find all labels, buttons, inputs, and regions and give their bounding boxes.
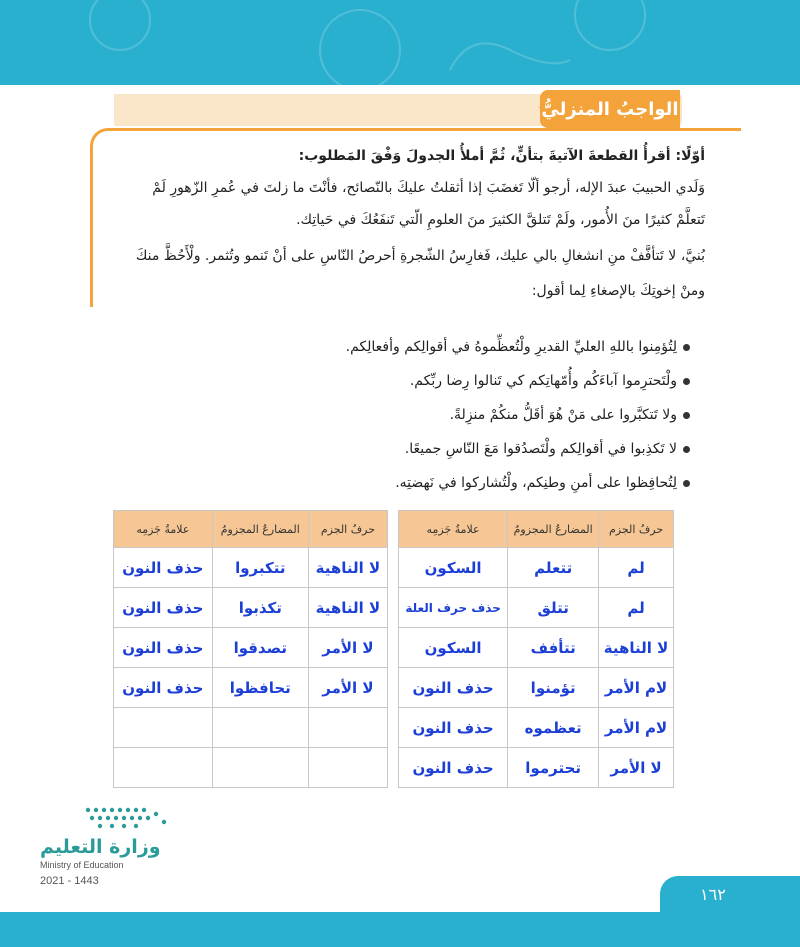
cell[interactable]: لا الأمر xyxy=(308,668,387,708)
ministry-logo xyxy=(40,800,190,890)
list-item: لِتُؤمِنوا باللهِ العليِّ القديرِ ولْتُعظِّموهُ في أقوالِكم وأفعالِكم. xyxy=(346,330,690,364)
table-row xyxy=(399,708,674,748)
cell[interactable] xyxy=(212,748,308,788)
table-header-row xyxy=(114,511,388,548)
bullet-icon xyxy=(683,378,690,385)
cell[interactable]: لا الأمر xyxy=(599,748,674,788)
bullet-icon xyxy=(683,480,690,487)
cell[interactable]: تتكبروا xyxy=(212,548,308,588)
cell[interactable]: لا الأمر xyxy=(308,628,387,668)
list-item: لا تَكذِبوا في أقوالِكم ولْتَصدُقوا مَعَ النّاسِ جميعًا. xyxy=(346,432,690,466)
banner-pattern xyxy=(0,0,800,85)
cell[interactable] xyxy=(212,708,308,748)
cell[interactable]: السكون xyxy=(399,548,508,588)
cell[interactable]: حذف النون xyxy=(114,628,213,668)
table-row xyxy=(114,748,388,788)
cell[interactable]: حذف النون xyxy=(114,668,213,708)
cell[interactable]: لا الناهية xyxy=(308,588,387,628)
cell[interactable] xyxy=(114,748,213,788)
answer-table-left xyxy=(113,510,388,788)
cell[interactable] xyxy=(114,708,213,748)
cell[interactable]: حذف النون xyxy=(114,548,213,588)
list-item: ولا تَتكبَّروا على مَنْ هُوَ أقَلُّ منكُمْ منزِلةً. xyxy=(346,398,690,432)
page-number: ١٦٢ xyxy=(660,876,800,912)
cell[interactable]: لا الناهية xyxy=(308,548,387,588)
edition-year: 2021 - 1443 xyxy=(40,875,99,887)
list-item: لِتُحافِظوا على أمنِ وطنِكم، ولْتُشاركوا في نَهضتِه. xyxy=(346,466,690,500)
cell[interactable]: لم xyxy=(599,588,674,628)
homework-title: الواجبُ المنزليُّ xyxy=(540,90,680,128)
header-verb: المضارعُ المجزومُ xyxy=(212,511,308,548)
table-row xyxy=(399,628,674,668)
cell[interactable]: حذف حرف العلة xyxy=(399,588,508,628)
header-particle: حرفُ الجزم xyxy=(599,511,674,548)
cell[interactable] xyxy=(308,748,387,788)
bottom-banner xyxy=(0,912,800,947)
bullet-icon xyxy=(683,446,690,453)
top-banner xyxy=(0,0,800,85)
cell[interactable]: تؤمنوا xyxy=(508,668,599,708)
cell[interactable]: حذف النون xyxy=(114,588,213,628)
cell[interactable]: حذف النون xyxy=(399,668,508,708)
table-row xyxy=(114,548,388,588)
table-header-row xyxy=(399,511,674,548)
table-row xyxy=(114,628,388,668)
header-verb: المضارعُ المجزومُ xyxy=(508,511,599,548)
header-particle: حرفُ الجزم xyxy=(308,511,387,548)
cell[interactable]: تحافظوا xyxy=(212,668,308,708)
instruction: أوّلًا: أقرأُ القطعةَ الآتيةَ بتأنٍّ، ثُمَّ أملأُ الجدولَ وَفْقَ المَطلوب: xyxy=(298,148,705,164)
cell[interactable]: السكون xyxy=(399,628,508,668)
answer-table-right xyxy=(398,510,674,788)
list-item: ولْتَحترِموا آباءَكُم وأُمّهاتِكم كي تَنالوا رِضا ربِّكم. xyxy=(346,364,690,398)
bullet-icon xyxy=(683,344,690,351)
header-sign: علامةُ جَزمِه xyxy=(114,511,213,548)
cell[interactable]: تصدقوا xyxy=(212,628,308,668)
header-sign: علامةُ جَزمِه xyxy=(399,511,508,548)
table-row xyxy=(114,708,388,748)
table-row xyxy=(399,588,674,628)
cell[interactable]: تحترموا xyxy=(508,748,599,788)
cell[interactable]: لا الناهية xyxy=(599,628,674,668)
cell[interactable]: تتعلم xyxy=(508,548,599,588)
table-row xyxy=(399,748,674,788)
table-row xyxy=(114,588,388,628)
cell[interactable]: لام الأمر xyxy=(599,708,674,748)
cell[interactable]: حذف النون xyxy=(399,748,508,788)
cell[interactable]: حذف النون xyxy=(399,708,508,748)
bullet-icon xyxy=(683,412,690,419)
cell[interactable]: تكذبوا xyxy=(212,588,308,628)
table-row xyxy=(399,668,674,708)
paragraph-line-1: وَلَدي الحبيبَ عبدَ الإله، أرجو ألّا تَغضَبَ إذا أثقلتُ عليكَ بالنّصائح، فأنْتَ ما زلتَ في عُمرِ الزّهورِ لَمْ xyxy=(152,180,705,196)
paragraph-line-3: بُنيَّ، لا تَتأفَّفْ منِ انشغالِ بالي عليك، فَغارِسُ الشّجرةِ أحرصُ النّاسِ على أنْ تَنمو وتُثمر. ولْأَحُظَّ منكَ xyxy=(135,248,705,264)
paragraph-line-4: ومنْ إخوتِكَ بالإصغاءِ لِما أقول: xyxy=(531,283,705,299)
cell[interactable]: لم xyxy=(599,548,674,588)
cell[interactable]: لام الأمر xyxy=(599,668,674,708)
cell[interactable]: تتأفف xyxy=(508,628,599,668)
advice-list xyxy=(346,330,690,500)
ministry-name-en: Ministry of Education xyxy=(40,860,124,870)
table-row xyxy=(114,668,388,708)
cell[interactable] xyxy=(308,708,387,748)
cell[interactable]: تعظموه xyxy=(508,708,599,748)
ministry-name-ar: وزارة التعليم xyxy=(40,836,161,858)
ministry-dots-icon xyxy=(82,804,172,832)
cell[interactable]: تتلق xyxy=(508,588,599,628)
paragraph-line-2: تَتعلَّمْ كثيرًا منَ الأُمور، ولَمْ تَتلقَّ الكثيرَ منَ العلومِ الّتي تَنفَعُكَ في حَياتِك. xyxy=(296,212,705,228)
table-row xyxy=(399,548,674,588)
